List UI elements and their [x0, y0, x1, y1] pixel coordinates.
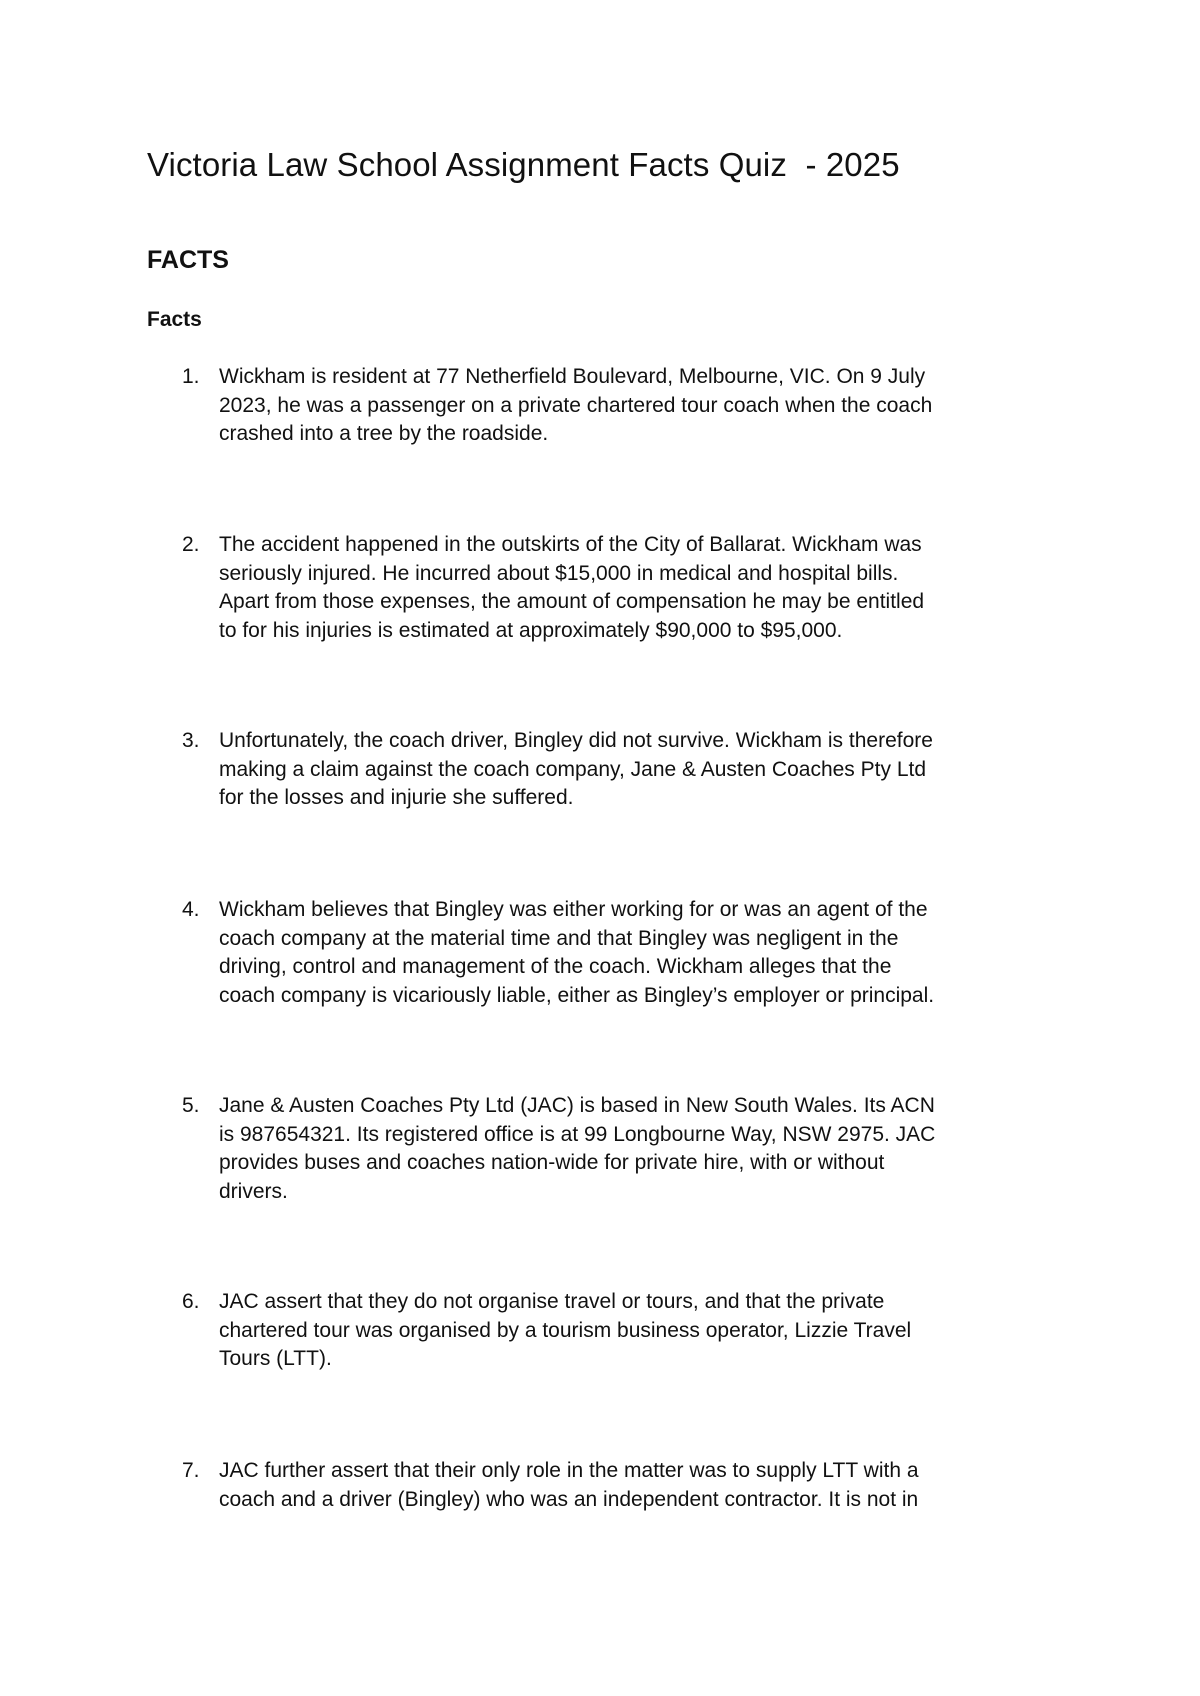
fact-text: JAC assert that they do not organise travel or tours, and that the private chartered tour was organised by a tourism business operator, Lizzie Travel Tours (LTT).: [219, 1290, 912, 1370]
fact-text: JAC further assert that their only role in the matter was to supply LTT with a coach and a driver (Bingley) who was an independent contractor. It is not in: [219, 1459, 919, 1511]
fact-number: 3.: [182, 729, 200, 752]
document-title: Victoria Law School Assignment Facts Quiz - 2025: [147, 146, 900, 183]
fact-number: 7.: [182, 1459, 200, 1482]
fact-text: Unfortunately, the coach driver, Bingley did not survive. Wickham is therefore making a claim against the coach company, Jane & Austen Coaches Pty Ltd for the losses and injurie she suffered.: [219, 729, 933, 809]
sub-heading: Facts: [147, 308, 202, 331]
fact-number: 1.: [182, 365, 200, 388]
fact-text: Wickham believes that Bingley was either working for or was an agent of the coach company at the material time and that Bingley was negligent in the driving, control and management of the coach. Wickham alleges that the coach company is vicariously liable, either as Bingley’s employer or principal.: [219, 898, 935, 1007]
fact-number: 6.: [182, 1290, 200, 1313]
fact-text: Jane & Austen Coaches Pty Ltd (JAC) is based in New South Wales. Its ACN is 987654321. Its registered office is at 99 Longbourne Way, NSW 2975. JAC provides buses and coaches nation-wide for private hire, with or without drivers.: [219, 1094, 936, 1203]
fact-text: Wickham is resident at 77 Netherfield Boulevard, Melbourne, VIC. On 9 July 2023, he was a passenger on a private chartered tour coach when the coach crashed into a tree by the roadside.: [219, 365, 933, 445]
fact-text: The accident happened in the outskirts of the City of Ballarat. Wickham was seriously injured. He incurred about $15,000 in medical and hospital bills. Apart from those expenses, the amount of compensation he may be entitled to for his injuries is estimated at approximately $90,000 to $95,000.: [219, 533, 925, 642]
fact-number: 2.: [182, 533, 200, 556]
fact-number: 5.: [182, 1094, 200, 1117]
section-heading: FACTS: [147, 246, 229, 274]
fact-number: 4.: [182, 898, 200, 921]
